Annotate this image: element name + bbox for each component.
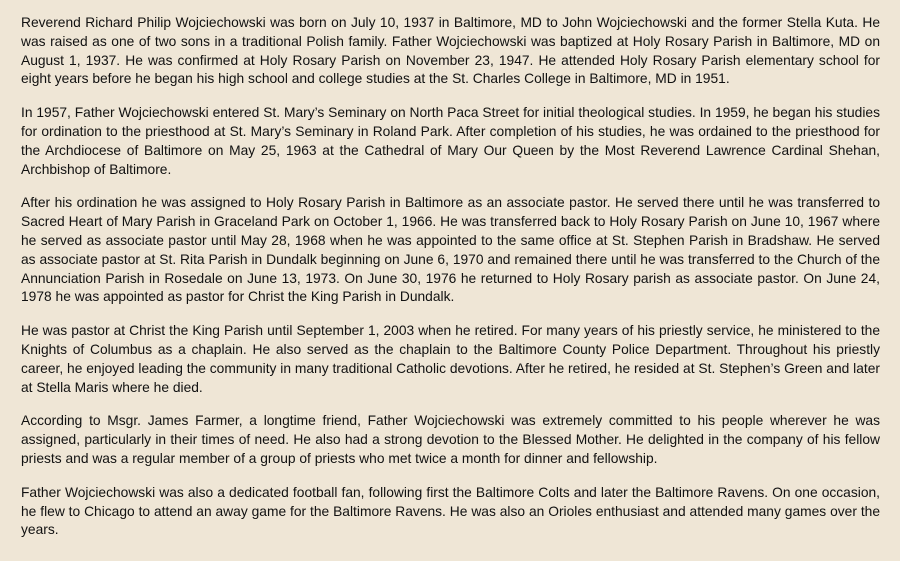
paragraph-friend-remembrance: According to Msgr. James Farmer, a longtime friend, Father Wojciechowski was extremely committed to his people wherever he was assigned, particularly in their times of need. He also had a strong devotion to the Blessed Mother. He delighted in the company of his fellow priests and was a regular member of a group of priests who met twice a month for dinner and fellowship. [21,413,880,466]
paragraph-pastorate: He was pastor at Christ the King Parish until September 1, 2003 when he retired. For many years of his priestly service, he ministered to the Knights of Columbus as a chaplain. He also served as the chaplain to the Baltimore County Police Department. Throughout his priestly career, he enjoyed leading the community in many traditional Catholic devotions. After he retired, he resided at St. Stephen’s Green and later at Stella Maris where he died. [21,323,880,395]
paragraph-early-life: Reverend Richard Philip Wojciechowski was born on July 10, 1937 in Baltimore, MD to John Wojciechowski and the former Stella Kuta. He was raised as one of two sons in a traditional Polish family. Father Wojciechowski was baptized at Holy Rosary Parish in Baltimore, MD on August 1, 1937. He was confirmed at Holy Rosary Parish on November 23, 1947. He attended Holy Rosary Parish elementary school for eight years before he began his high school and college studies at the St. Charles College in Baltimore, MD in 1951. [21,15,880,87]
paragraph-assignments: After his ordination he was assigned to Holy Rosary Parish in Baltimore as an associate pastor. He served there until he was transferred to Sacred Heart of Mary Parish in Graceland Park on October 1, 1966. He was transferred back to Holy Rosary Parish on June 10, 1967 where he served as associate pastor until May 28, 1968 when he was appointed to the same office at St. Stephen Parish in Bradshaw. He served as associate pastor at St. Rita Parish in Dundalk beginning on June 6, 1970 and remained there until he was transferred to the Church of the Annunciation Parish in Rosedale on June 13, 1973. On June 30, 1976 he returned to Holy Rosary parish as associate pastor. On June 24, 1978 he was appointed as pastor for Christ the King Parish in Dundalk. [21,195,880,305]
paragraph-seminary: In 1957, Father Wojciechowski entered St. Mary’s Seminary on North Paca Street for initial theological studies. In 1959, he began his studies for ordination to the priesthood at St. Mary’s Seminary in Roland Park. After completion of his studies, he was ordained to the priesthood for the Archdiocese of Baltimore on May 25, 1963 at the Cathedral of Mary Our Queen by the Most Reverend Lawrence Cardinal Shehan, Archbishop of Baltimore. [21,105,880,177]
paragraph-hobbies: Father Wojciechowski was also a dedicated football fan, following first the Baltimore Colts and later the Baltimore Ravens. On one occasion, he flew to Chicago to attend an away game for the Baltimore Ravens. He was also an Orioles enthusiast and attended many games over the years. [21,484,880,538]
